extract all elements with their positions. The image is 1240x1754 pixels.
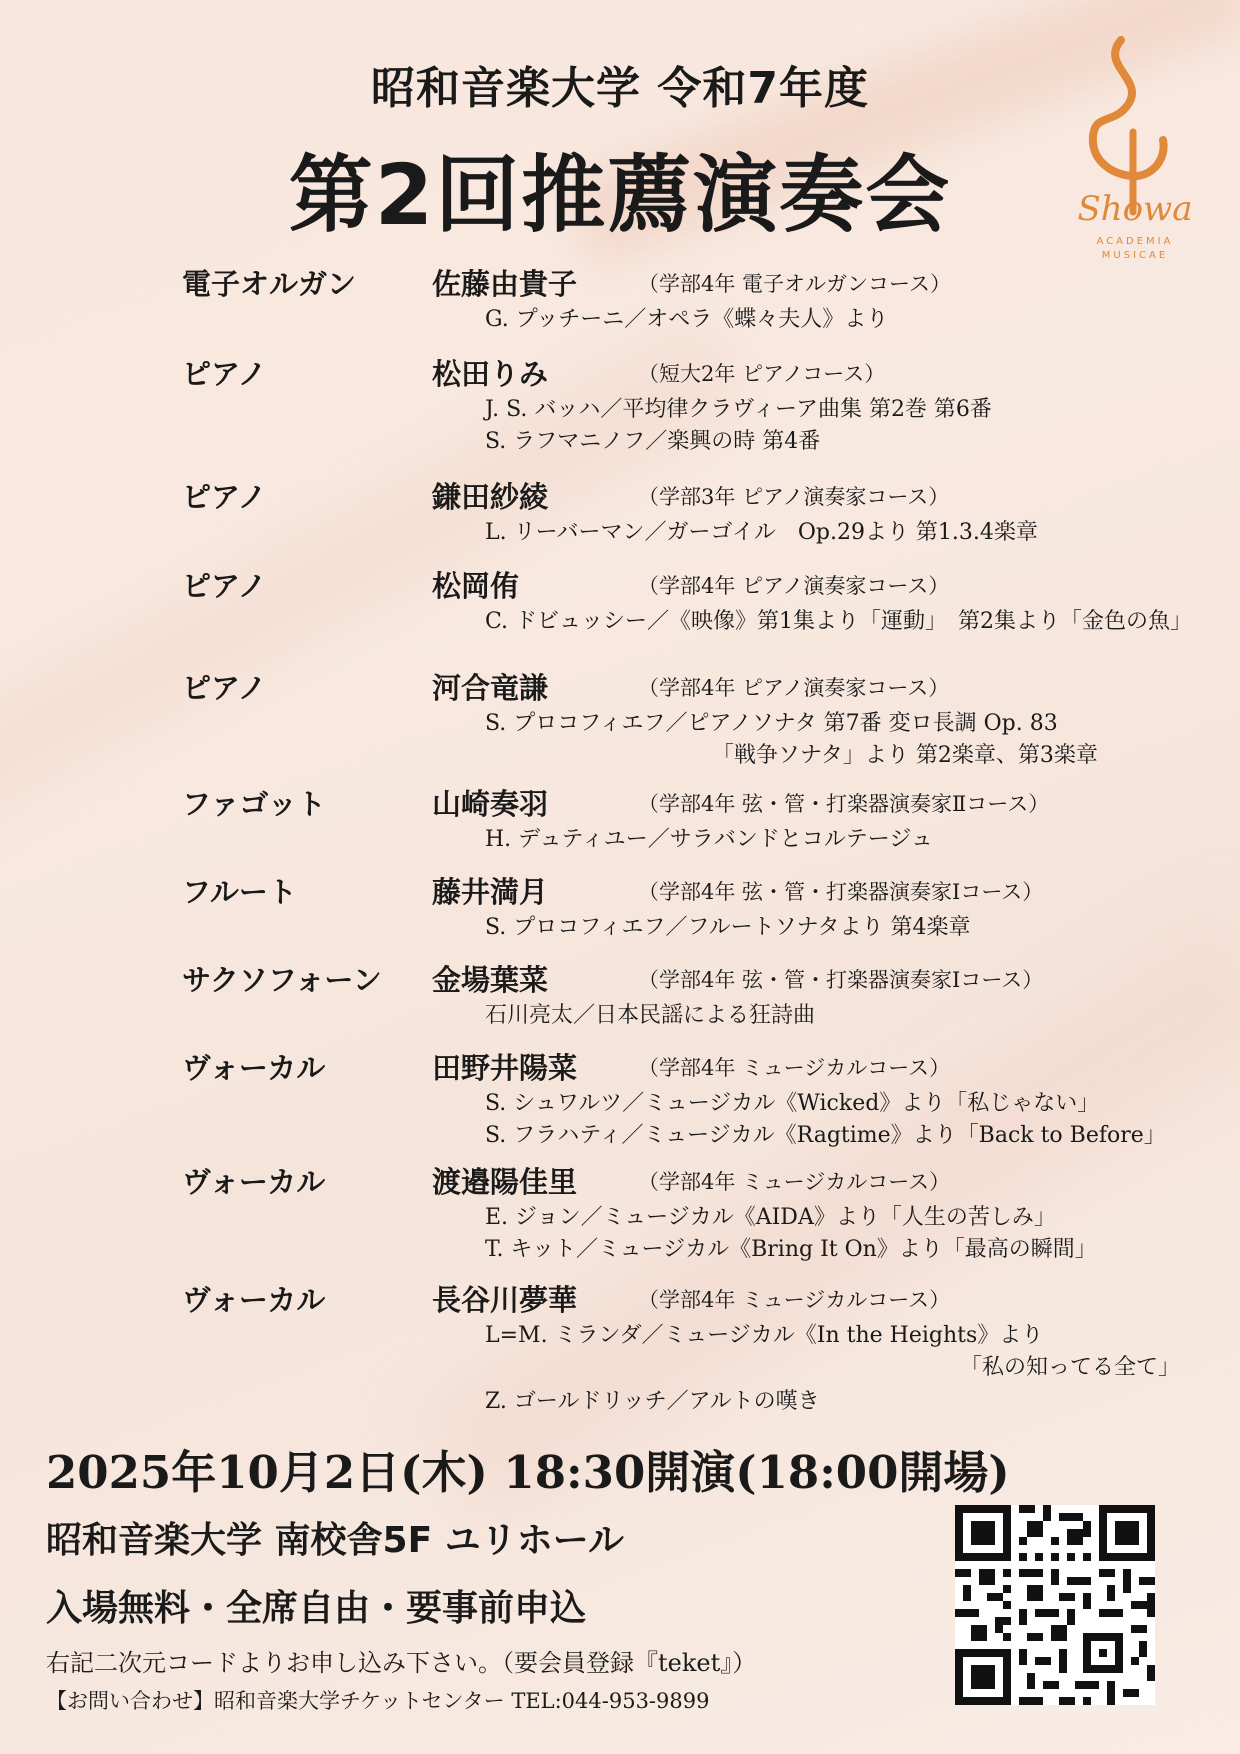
piece-title: H. デュティユー／サラバンドとコルテージュ <box>485 827 933 852</box>
piece-title: T. キット／ミュージカル《Bring It On》より「最高の瞬間」 <box>485 1237 1097 1262</box>
piece-title: C. ドビュッシー／《映像》第1集より「運動」 第2集より「金色の魚」 <box>485 609 1193 634</box>
piece-title: L. リーバーマン／ガーゴイル Op.29より 第1.3.4楽章 <box>485 520 1038 545</box>
instrument: ヴォーカル <box>182 1165 326 1199</box>
instrument: ファゴット <box>182 787 326 821</box>
instrument: ヴォーカル <box>182 1283 326 1317</box>
performer-name: 鎌田紗綾 <box>432 480 549 514</box>
performer-course: （学部4年 ミュージカルコース） <box>638 1170 951 1194</box>
instrument: ピアノ <box>182 357 267 391</box>
instrument: 電子オルガン <box>182 267 357 301</box>
performer-name: 佐藤由貴子 <box>432 267 578 301</box>
piece-title: 「戦争ソナタ」より 第2楽章、第3楽章 <box>712 743 1098 768</box>
svg-text:ACADEMIA: ACADEMIA <box>1096 236 1174 247</box>
admission-info: 入場無料・全席自由・要事前申込 <box>46 1588 587 1629</box>
performer-course: （学部4年 弦・管・打楽器演奏家Ⅰコース） <box>638 880 1044 904</box>
performer-name: 松岡侑 <box>432 569 520 603</box>
piece-title: 石川亮太／日本民謡による狂詩曲 <box>485 1003 816 1028</box>
performer-name: 金場葉菜 <box>432 963 549 997</box>
piece-title: S. フラハティ／ミュージカル《Ragtime》より「Back to Before」 <box>485 1123 1166 1148</box>
instrument: ヴォーカル <box>182 1051 326 1085</box>
piece-title: J. S. バッハ／平均律クラヴィーア曲集 第2巻 第6番 <box>485 397 992 422</box>
performer-course: （学部4年 弦・管・打楽器演奏家Ⅱコース） <box>638 792 1050 816</box>
performer-name: 松田りみ <box>432 357 549 391</box>
instrument: ピアノ <box>182 480 267 514</box>
piece-title: Z. ゴールドリッチ／アルトの嘆き <box>485 1389 820 1414</box>
piece-title: S. ラフマニノフ／楽興の時 第4番 <box>485 429 821 454</box>
performer-name: 田野井陽菜 <box>432 1051 578 1085</box>
performer-name: 長谷川夢華 <box>432 1283 578 1317</box>
piece-title: E. ジョン／ミュージカル《AIDA》より「人生の苦しみ」 <box>485 1205 1056 1230</box>
application-note: 右記二次元コードよりお申し込み下さい。（要会員登録『teket』） <box>46 1649 757 1677</box>
svg-text:Showa: Showa <box>1077 189 1193 229</box>
concert-venue: 昭和音楽大学 南校舎5F ユリホール <box>46 1520 624 1561</box>
event-title: 第2回推薦演奏会 <box>288 146 952 244</box>
instrument: ピアノ <box>182 569 267 603</box>
instrument: フルート <box>182 875 297 909</box>
performer-course: （学部3年 ピアノ演奏家コース） <box>638 485 950 509</box>
event-subtitle: 昭和音楽大学 令和7年度 <box>371 63 869 114</box>
piece-title: S. シュワルツ／ミュージカル《Wicked》より「私じゃない」 <box>485 1091 1100 1116</box>
performer-name: 山崎奏羽 <box>432 787 549 821</box>
performer-course: （短大2年 ピアノコース） <box>638 362 886 386</box>
piece-title: S. プロコフィエフ／ピアノソナタ 第7番 変ロ長調 Op. 83 <box>485 711 1058 736</box>
instrument: サクソフォーン <box>182 963 382 997</box>
performer-course: （学部4年 電子オルガンコース） <box>638 272 951 296</box>
performer-course: （学部4年 ミュージカルコース） <box>638 1056 951 1080</box>
piece-title: 「私の知ってる全て」 <box>960 1355 1181 1380</box>
performer-name: 河合竜謙 <box>432 671 549 705</box>
piece-title: S. プロコフィエフ／フルートソナタより 第4楽章 <box>485 915 971 940</box>
contact-info: 【お問い合わせ】昭和音楽大学チケットセンター TEL:044-953-9899 <box>46 1689 710 1713</box>
performer-name: 藤井満月 <box>432 875 549 909</box>
showa-logo-icon <box>1055 36 1215 266</box>
performer-course: （学部4年 ピアノ演奏家コース） <box>638 574 950 598</box>
piece-title: L=M. ミランダ／ミュージカル《In the Heights》より <box>485 1323 1044 1348</box>
qr-code-icon[interactable] <box>955 1505 1155 1705</box>
piece-title: G. プッチーニ／オペラ《蝶々夫人》より <box>485 307 889 332</box>
svg-text:MUSICAE: MUSICAE <box>1101 250 1169 261</box>
performer-course: （学部4年 弦・管・打楽器演奏家Ⅰコース） <box>638 968 1044 992</box>
performer-course: （学部4年 ミュージカルコース） <box>638 1288 951 1312</box>
performer-name: 渡邉陽佳里 <box>432 1165 578 1199</box>
instrument: ピアノ <box>182 671 267 705</box>
performer-course: （学部4年 ピアノ演奏家コース） <box>638 676 950 700</box>
concert-date: 2025年10月2日(木) 18:30開演(18:00開場) <box>46 1446 1010 1499</box>
